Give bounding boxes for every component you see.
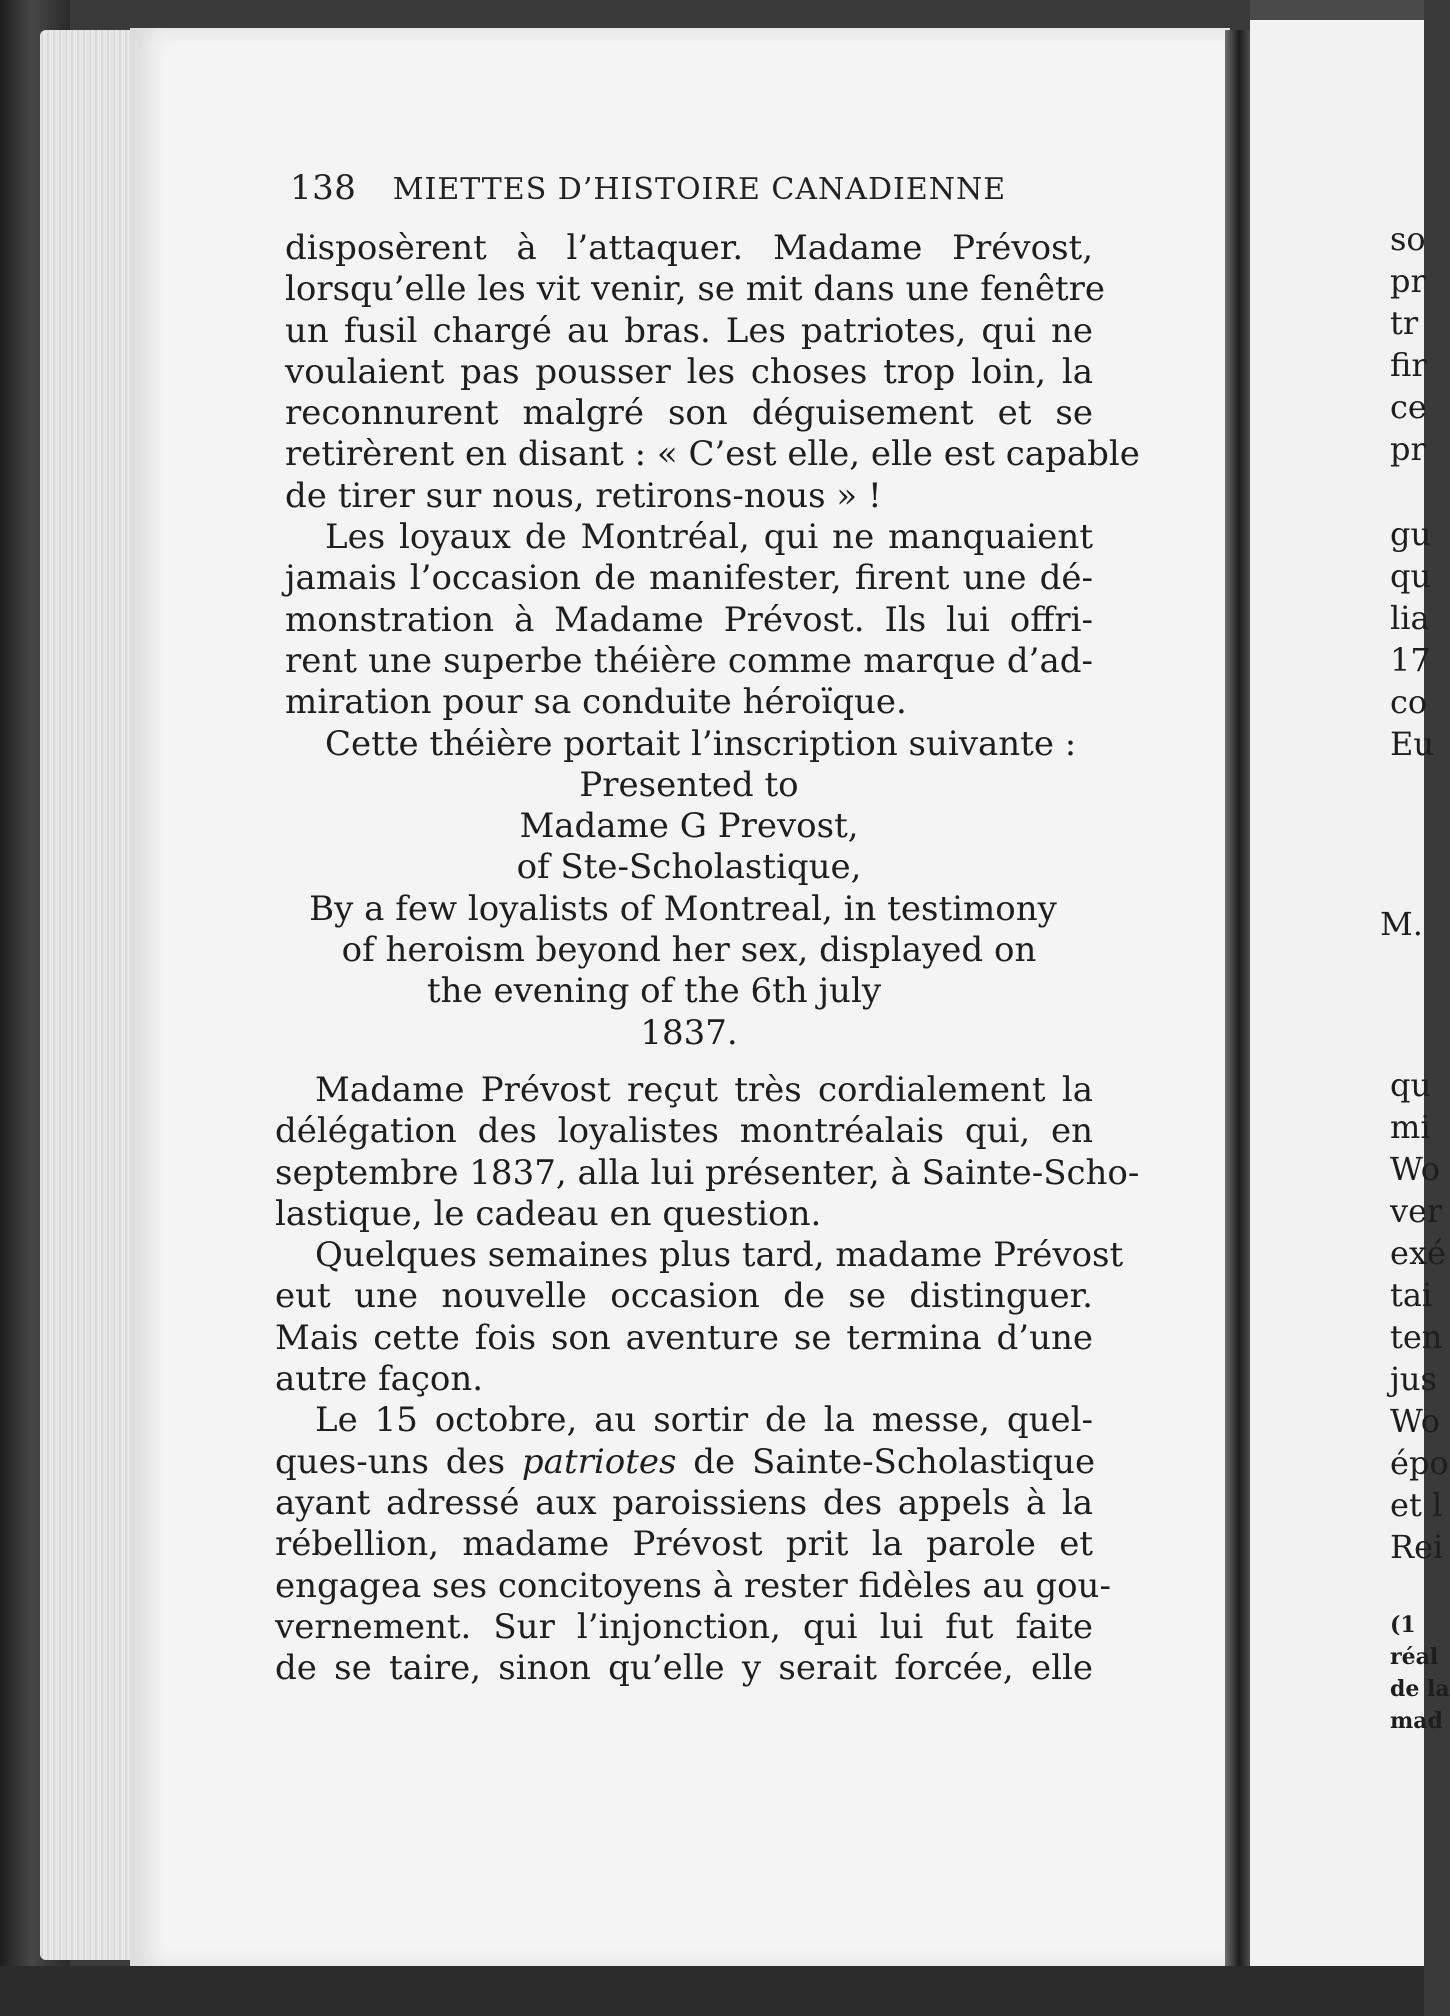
right-page-fragment: ten <box>1390 1318 1443 1356</box>
right-page-fragment: gu <box>1390 515 1432 553</box>
right-page-footnote-fragment: mad <box>1390 1708 1443 1734</box>
right-page-fragment: tr <box>1390 304 1419 342</box>
text-line: retirèrent en disant : « C’est elle, elle est capable <box>285 434 1140 475</box>
text-line: de tirer sur nous, retirons-nous » ! <box>285 475 882 516</box>
text-line: délégation des loyalistes montréalais qui, en <box>275 1111 1093 1152</box>
inscription-line: 1837. <box>640 1012 738 1053</box>
inscription-line: the evening of the 6th july <box>426 971 882 1012</box>
text-line <box>275 1441 1096 1483</box>
right-page-fragment: ver <box>1390 1192 1443 1230</box>
text-line: rent une superbe théière comme marque d’ad- <box>285 640 1093 681</box>
book-title: MIETTES D’HISTOIRE CANADIENNE <box>392 172 1007 207</box>
text-line: voulaient pas pousser les choses trop loin, la <box>285 351 1093 392</box>
right-page-fragment: ce <box>1390 388 1427 426</box>
text-line: rébellion, madame Prévost prit la parole et <box>275 1524 1093 1565</box>
text-line: eut une nouvelle occasion de se distinguer. <box>275 1276 1093 1317</box>
right-page-fragment: fir <box>1390 346 1427 384</box>
right-page-fragment: qu <box>1390 557 1432 595</box>
text-line: Quelques semaines plus tard, madame Prévost <box>315 1235 1124 1276</box>
right-page-fragment: mi <box>1390 1108 1431 1146</box>
text-line: disposèrent à l’attaquer. Madame Prévost, <box>285 228 1093 268</box>
text-line: ayant adressé aux paroissiens des appels à la <box>275 1482 1093 1523</box>
italic-word: patriotes <box>521 1441 677 1482</box>
text-line: monstration à Madame Prévost. Ils lui offri- <box>285 599 1093 640</box>
page-body-text <box>275 228 1140 1689</box>
book-gutter <box>1225 30 1253 1985</box>
text-line: reconnurent malgré son déguisement et se <box>285 393 1093 434</box>
text-line: Les loyaux de Montréal, qui ne manquaient <box>325 517 1093 558</box>
right-page-fragment: Eu <box>1390 725 1434 763</box>
right-page-fragment: et l <box>1390 1486 1443 1524</box>
inscription-line: By a few loyalists of Montreal, in testimony <box>309 888 1057 929</box>
inscription-line: Madame G Prevost, <box>519 806 859 847</box>
text-line: Mais cette fois son aventure se termina d’une <box>275 1317 1093 1358</box>
text-fragment: ques-uns des <box>275 1441 522 1482</box>
text-line: septembre 1837, alla lui présenter, à Sainte-Scho- <box>275 1152 1140 1193</box>
right-page-fragment: Wo <box>1390 1150 1440 1188</box>
inscription-line: Presented to <box>579 764 799 805</box>
right-page-fragment: co <box>1390 683 1428 721</box>
right-page-fragment: pr <box>1390 262 1426 300</box>
text-line: lorsqu’elle les vit venir, se mit dans une fenêtre <box>285 269 1105 310</box>
right-page-footnote-fragment: (1 <box>1390 1612 1416 1638</box>
right-page-fragment: Wo <box>1390 1402 1440 1440</box>
text-line: miration pour sa conduite héroïque. <box>285 682 907 723</box>
running-head <box>290 168 1006 208</box>
right-page-footnote-fragment: réal <box>1390 1644 1439 1670</box>
right-page-fragment: qu <box>1390 1066 1432 1104</box>
right-page-fragment: tai <box>1390 1276 1433 1314</box>
book-top-edge <box>1250 0 1424 20</box>
text-line: Cette théière portait l’inscription suivante : <box>325 723 1077 764</box>
right-page-fragment: Rei <box>1390 1528 1444 1566</box>
blank-gap <box>285 1054 1093 1070</box>
page-edges <box>40 30 135 1960</box>
book-bottom-edge <box>0 1966 1424 2016</box>
right-page-fragment: pr <box>1390 430 1426 468</box>
right-page-footnote-fragment: de la <box>1390 1676 1450 1702</box>
inscription-line: of heroism beyond her sex, displayed on <box>341 930 1037 971</box>
inscription-line: of Ste-Scholastique, <box>516 847 862 888</box>
text-fragment: de Sainte-Scholastique <box>676 1441 1096 1482</box>
right-page-fragment: épo <box>1390 1444 1449 1482</box>
text-line: Le 15 octobre, au sortir de la messe, quel- <box>315 1400 1093 1441</box>
text-line: jamais l’occasion de manifester, firent une dé- <box>285 558 1093 599</box>
text-line: un fusil chargé au bras. Les patriotes, qui ne <box>285 310 1093 351</box>
right-page-fragment: lia <box>1390 599 1430 637</box>
text-line: de se taire, sinon qu’elle y serait forcée, elle <box>275 1648 1093 1689</box>
text-line: engagea ses concitoyens à rester fidèles au gou- <box>275 1565 1111 1606</box>
right-page-fragment: 17 <box>1390 641 1431 679</box>
right-page-fragment: so <box>1390 220 1426 258</box>
text-line: vernement. Sur l’injonction, qui lui fut faite <box>275 1606 1093 1647</box>
right-page-fragment: jus <box>1390 1360 1437 1398</box>
text-line: Madame Prévost reçut très cordialement la <box>315 1069 1093 1110</box>
right-page-fragment: exé <box>1390 1234 1446 1272</box>
text-line: autre façon. <box>275 1359 484 1400</box>
page-number: 138 <box>290 168 357 208</box>
text-line: lastique, le cadeau en question. <box>275 1193 822 1234</box>
right-page-heading: M. <box>1380 905 1423 943</box>
